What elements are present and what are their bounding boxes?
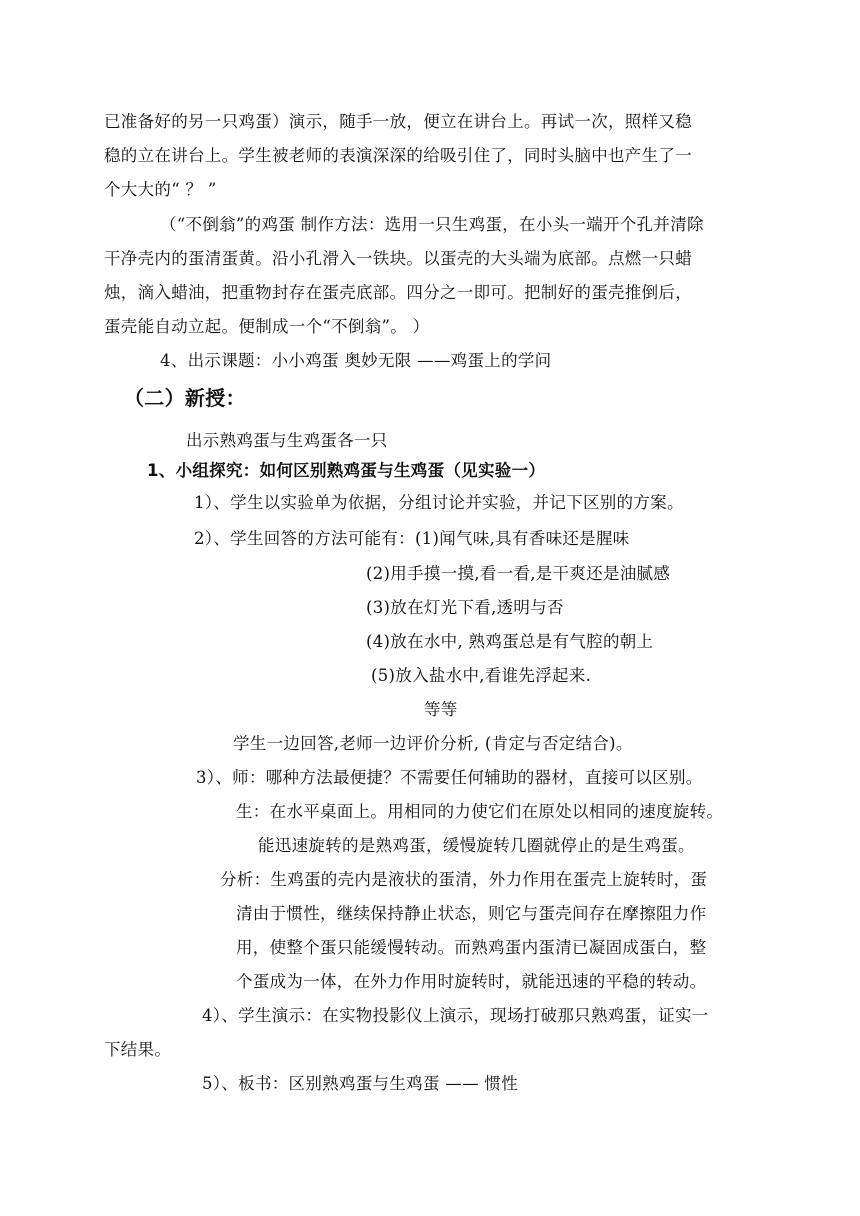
paragraph-line: 4、出示课题：小小鸡蛋 奥妙无限 ——鸡蛋上的学问 <box>160 351 552 370</box>
paragraph-line: 1）、学生以实验单为依据，分组讨论并实验，并记下区别的方案。 <box>194 493 684 512</box>
paragraph-line: 分析：生鸡蛋的壳内是液状的蛋清，外力作用在蛋壳上旋转时，蛋 <box>220 870 708 889</box>
paragraph-line: 能迅速旋转的是熟鸡蛋，缓慢旋转几圈就停止的是生鸡蛋。 <box>258 836 695 855</box>
method-item: (2)用手摸一摸,看一看,是干爽还是油腻感 <box>366 564 671 583</box>
paragraph-line: 蛋壳能自动立起。便制成一个“不倒翁”。 ） <box>104 317 430 336</box>
paragraph-line: 等等 <box>424 700 458 719</box>
method-item: (5)放入盐水中,看谁先浮起来. <box>371 666 592 685</box>
paragraph-line: 稳的立在讲台上。学生被老师的表演深深的给吸引住了，同时头脑中也产生了一 <box>104 146 692 165</box>
paragraph-line: 烛，滴入蜡油，把重物封存在蛋壳底部。四分之一即可。把制好的蛋壳推倒后， <box>104 283 692 302</box>
paragraph-line: 用，使整个蛋只能缓慢转动。而熟鸡蛋内蛋清已凝固成蛋白，整 <box>236 938 707 957</box>
paragraph-line: 3）、师：哪种方法最便捷？不需要任何辅助的器材，直接可以区别。 <box>196 768 703 787</box>
paragraph-line: 2）、学生回答的方法可能有：(1)闻气味,具有香味还是腥味 <box>194 529 630 548</box>
paragraph-line: 4）、学生演示：在实物投影仪上演示，现场打破那只熟鸡蛋，证实一 <box>202 1006 709 1025</box>
subsection-heading: 1、小组探究：如何区别熟鸡蛋与生鸡蛋（见实验一） <box>147 461 546 480</box>
method-item: (4)放在水中, 熟鸡蛋总是有气腔的朝上 <box>366 632 654 651</box>
paragraph-line: 个蛋成为一体，在外力作用时旋转时，就能迅速的平稳的转动。 <box>236 972 707 991</box>
paragraph-line: 下结果。 <box>104 1040 172 1059</box>
section-heading: （二）新授： <box>124 386 246 410</box>
paragraph-line: （“不倒翁”的鸡蛋 制作方法：选用一只生鸡蛋，在小头一端开个孔并清除 <box>160 215 704 234</box>
paragraph-line: 学生一边回答,老师一边评价分析, (肯定与否定结合)。 <box>233 734 633 753</box>
paragraph-line: 个大大的“ ？ ” <box>104 180 217 199</box>
method-item: (3)放在灯光下看,透明与否 <box>366 598 564 617</box>
paragraph-line: 5）、板书：区别熟鸡蛋与生鸡蛋 —— 惯性 <box>202 1074 519 1093</box>
paragraph-line: 生：在水平桌面上。用相同的力使它们在原处以相同的速度旋转。 <box>236 802 724 821</box>
paragraph-line: 已准备好的另一只鸡蛋）演示，随手一放，便立在讲台上。再试一次，照样又稳 <box>104 112 692 131</box>
paragraph-line: 出示熟鸡蛋与生鸡蛋各一只 <box>186 431 388 450</box>
paragraph-line: 干净壳内的蛋清蛋黄。沿小孔滑入一铁块。以蛋壳的大头端为底部。点燃一只蜡 <box>104 249 692 268</box>
paragraph-line: 清由于惯性，继续保持静止状态，则它与蛋壳间存在摩擦阻力作 <box>236 904 707 923</box>
